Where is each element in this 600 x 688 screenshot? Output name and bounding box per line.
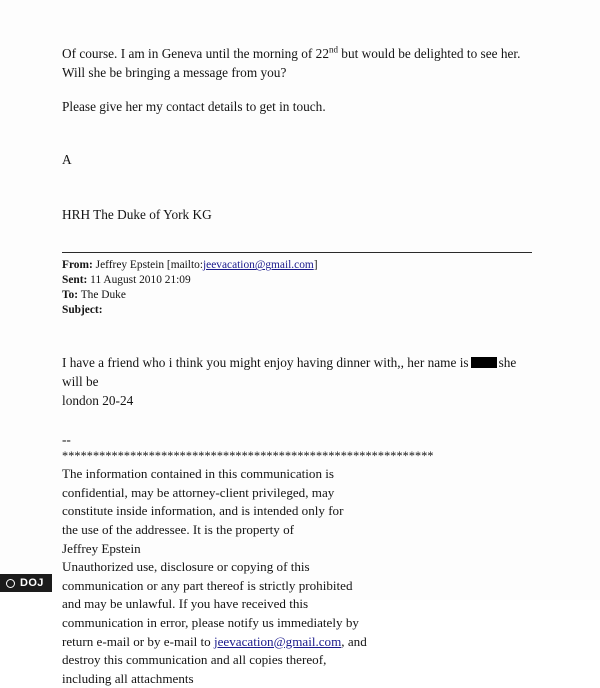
email-header-from-email-link[interactable]: jeevacation@gmail.com bbox=[203, 259, 314, 272]
paragraph-1-text-after: but would be delighted to see her. Will she be bringing a message from you? bbox=[62, 46, 521, 81]
redaction-block bbox=[471, 357, 497, 368]
message-body bbox=[62, 353, 532, 411]
legal-line-5: Jeffrey Epstein bbox=[62, 540, 141, 556]
header-divider bbox=[62, 252, 532, 253]
paragraph-2: Please give her my contact details to get in touch. bbox=[62, 98, 326, 114]
legal-line-1: The information contained in this communication is bbox=[62, 466, 335, 482]
signature-separator-stars: ************************************************************ bbox=[62, 449, 434, 464]
doj-watermark-label: DOJ bbox=[20, 577, 44, 589]
signature-separator-dashes: -- bbox=[62, 432, 71, 448]
legal-tail-line-2: including all attachments bbox=[62, 670, 194, 686]
email-header-from-label: From: bbox=[62, 259, 93, 272]
paragraph-1-text-before: Of course. I am in Geneva until the morning of 22 bbox=[62, 46, 329, 61]
legal-line-6: Unauthorized use, disclosure or copying of this bbox=[62, 559, 310, 575]
legal-return-post: , and bbox=[341, 633, 367, 649]
email-header-subject-row bbox=[62, 303, 532, 318]
message-line-1-part-b: she will be bbox=[62, 354, 517, 389]
paragraph-1-superscript: nd bbox=[328, 44, 338, 55]
email-header-from-value: Jeffrey Epstein [mailto: bbox=[95, 259, 203, 272]
legal-return-email-link[interactable]: jeevacation@gmail.com bbox=[213, 633, 342, 649]
signature-name: HRH The Duke of York KG bbox=[62, 207, 212, 223]
legal-line-2: confidential, may be attorney-client privileged, may bbox=[62, 484, 335, 500]
message-line-1-part-a: I have a friend who i think you might enjoy having dinner with,, her name is bbox=[62, 354, 469, 370]
email-header-from-value-end: ] bbox=[313, 259, 318, 272]
email-header bbox=[62, 258, 532, 318]
email-header-sent-row bbox=[62, 273, 532, 288]
legal-line-4: the use of the addressee. It is the property of bbox=[62, 522, 294, 538]
email-header-sent-label: Sent: bbox=[62, 274, 88, 287]
paragraph-1 bbox=[62, 44, 532, 83]
signature-initial: A bbox=[62, 151, 72, 167]
message-line-1 bbox=[62, 353, 532, 392]
doj-watermark bbox=[0, 574, 52, 592]
legal-return-pre: return e-mail or by e-mail to bbox=[62, 633, 214, 649]
message-line-2: london 20-24 bbox=[62, 393, 134, 409]
email-header-subject-label: Subject: bbox=[62, 304, 103, 317]
legal-line-3: constitute inside information, and is intended only for bbox=[62, 503, 344, 519]
email-header-from-row bbox=[62, 258, 532, 273]
email-header-to-label: To: bbox=[62, 289, 79, 302]
document-body bbox=[62, 44, 532, 688]
legal-line-7: communication or any part thereof is strictly prohibited bbox=[62, 577, 353, 593]
legal-tail-line-1: destroy this communication and all copies thereof, bbox=[62, 652, 327, 668]
email-header-to-row bbox=[62, 288, 532, 303]
email-header-sent-value: 11 August 2010 21:09 bbox=[90, 274, 191, 287]
legal-return-line bbox=[62, 633, 367, 652]
legal-disclaimer bbox=[62, 465, 367, 688]
email-header-to-value: The Duke bbox=[80, 289, 126, 302]
legal-line-8: and may be unlawful. If you have received this bbox=[62, 596, 309, 612]
seal-icon bbox=[6, 579, 15, 588]
legal-line-9: communication in error, please notify us immediately by bbox=[62, 614, 359, 630]
